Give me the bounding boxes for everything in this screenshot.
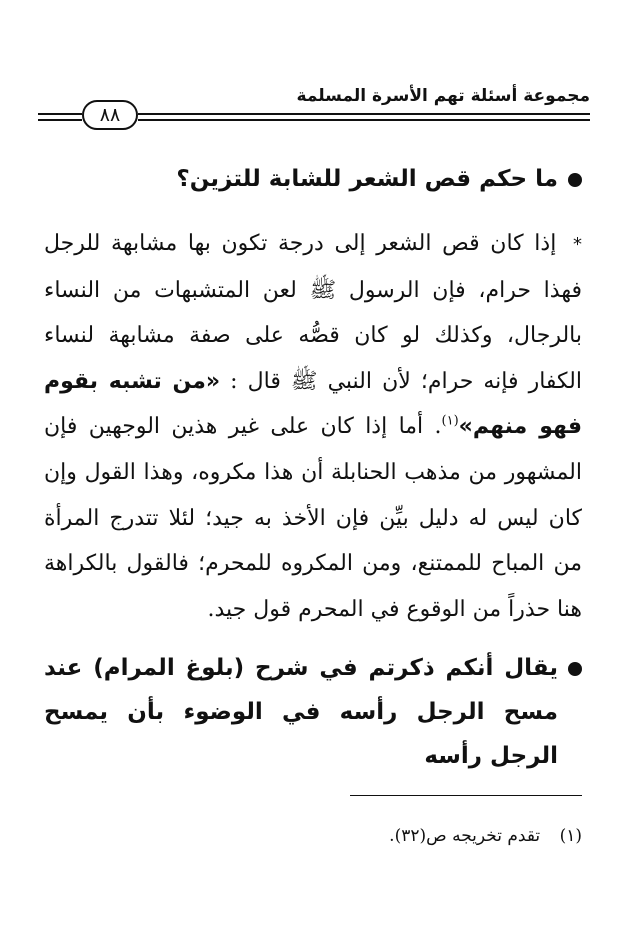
bullet-icon xyxy=(568,173,582,187)
footnote-reference[interactable]: (١) xyxy=(441,414,459,430)
footnote-number: (١) xyxy=(559,826,582,846)
header-rule xyxy=(38,119,82,121)
asterisk-marker: * xyxy=(573,234,582,255)
footnote-text: تقدم تخريجه ص(٣٢). xyxy=(389,826,541,846)
answer-1 xyxy=(44,221,582,632)
question-1 xyxy=(44,157,582,201)
bullet-icon xyxy=(568,662,582,676)
page-content xyxy=(44,157,582,778)
header-rule xyxy=(138,113,590,115)
footnote xyxy=(42,826,582,846)
hadith-quote: «من تشبه بقوم فهو منهم» xyxy=(44,368,582,440)
book-title: مجموعة أسئلة تهم الأسرة المسلمة xyxy=(296,86,590,106)
header-rule xyxy=(138,119,590,121)
answer-text-part1: إذا كان قص الشعر إلى درجة تكون بها مشابهة للرجل فهذا حرام، فإن الرسول ﷺ لعن المتشبهات من النساء بالرجال، وكذلك لو كان قصُّه على صفة مشابهة لنساء الكفار فإنه حرام؛ لأن النبي ﷺ قال : xyxy=(44,231,582,394)
page-header xyxy=(38,78,590,134)
question-text: يقال أنكم ذكرتم في شرح (بلوغ المرام) عند مسح الرجل رأسه في الوضوء بأن يمسح الرجل رأسه xyxy=(44,655,558,770)
question-text: ما حكم قص الشعر للشابة للتزين؟ xyxy=(176,166,558,192)
question-2 xyxy=(44,646,582,778)
answer-text-part2: . أما إذا كان على غير هذين الوجهين فإن المشهور من مذهب الحنابلة أن هذا مكروه، وهذا القول وإن كان ليس له دليل بيِّن فإن الأخذ به جيد؛ لئلا تتدرج المرأة من المباح للممتنع، ومن المكروه للمحرم؛ فالقول بالكراهة هنا حذراً من الوقوع في المحرم قول جيد. xyxy=(44,414,583,622)
footnote-separator xyxy=(350,795,582,796)
header-rule xyxy=(38,113,82,115)
page-number: ٨٨ xyxy=(82,100,138,130)
